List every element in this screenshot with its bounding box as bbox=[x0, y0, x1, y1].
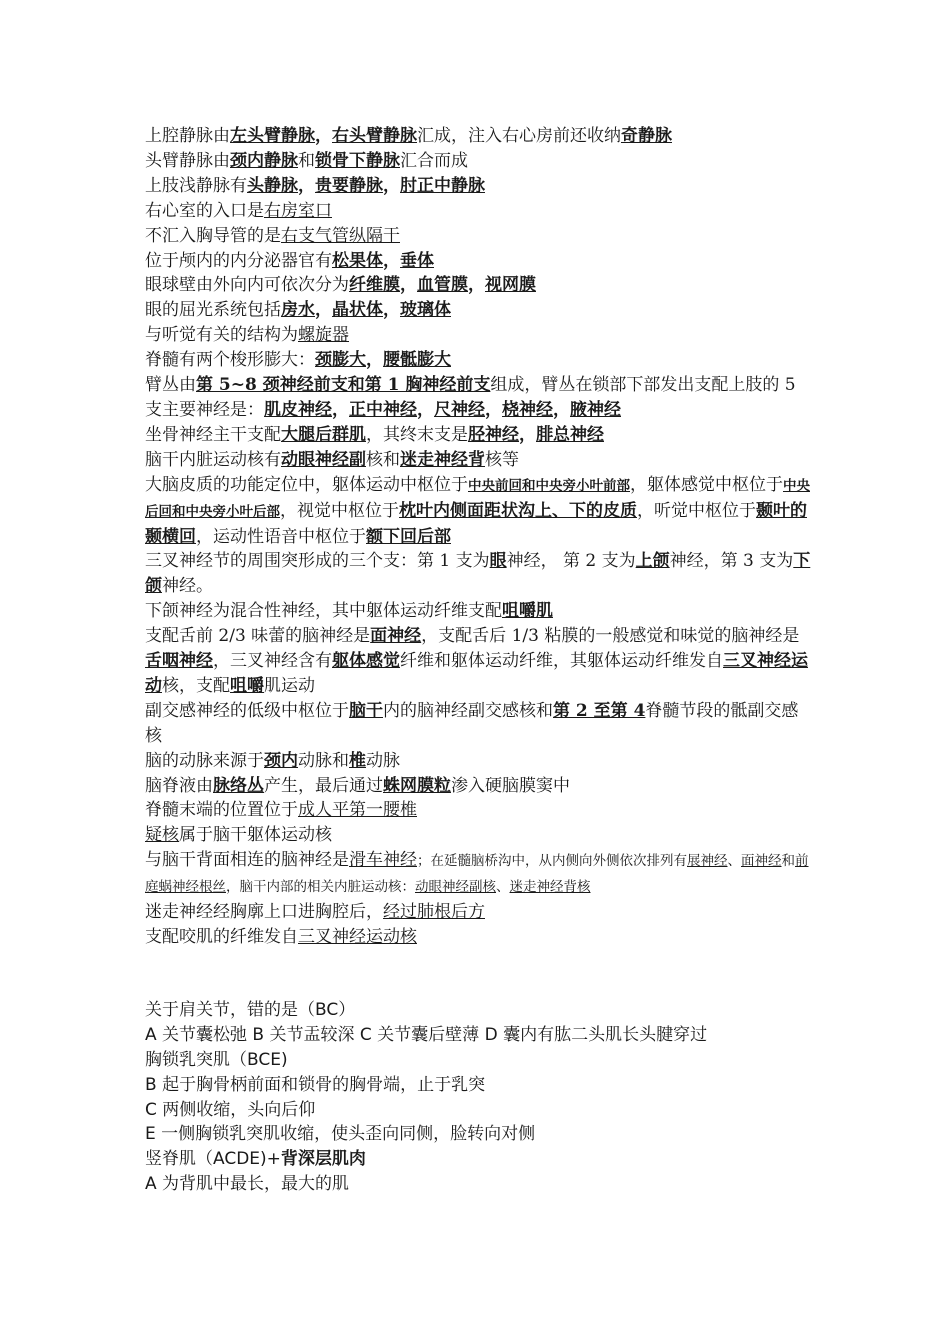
answer-term: 肘正中静脉 bbox=[400, 175, 485, 196]
text-run: ， bbox=[315, 300, 332, 321]
text-run: ， bbox=[417, 399, 434, 420]
note-line bbox=[145, 149, 815, 174]
question-line bbox=[145, 1147, 815, 1172]
text-run: 胸锁乳突肌（BCE) bbox=[145, 1049, 288, 1070]
text-run: ， bbox=[315, 126, 332, 146]
note-line bbox=[145, 473, 815, 550]
text-run: ， bbox=[332, 399, 349, 420]
note-line bbox=[145, 249, 815, 274]
text-run: 支配舌前 2/3 味蕾的脑神经是 bbox=[145, 626, 371, 647]
text-run: 、 bbox=[727, 853, 741, 870]
answer-term: 上颌 bbox=[635, 551, 670, 572]
text-run: 与听觉有关的结构为 bbox=[145, 325, 298, 346]
text-run: 肌运动 bbox=[264, 675, 315, 696]
answer-term: 右支气管纵隔干 bbox=[281, 225, 400, 246]
answer-term: 螺旋器 bbox=[298, 325, 349, 346]
text-run: 竖脊肌（ACDE)+ bbox=[145, 1149, 281, 1170]
text-run: ， bbox=[400, 275, 417, 296]
text-run: ， bbox=[468, 275, 485, 296]
text-run: 核和 bbox=[366, 449, 400, 470]
text-run: 神经， 第 2 支为 bbox=[506, 551, 636, 572]
answer-term: 头静脉 bbox=[247, 175, 298, 196]
note-line bbox=[145, 624, 815, 699]
note-line bbox=[145, 774, 815, 799]
note-line bbox=[145, 448, 815, 473]
answer-term: 房水 bbox=[281, 300, 315, 321]
text-run: ，支配舌后 1/3 粘膜的一般感觉和味觉的脑神经是 bbox=[421, 626, 800, 647]
text-run: 和 bbox=[781, 853, 795, 870]
note-line bbox=[145, 749, 815, 774]
answer-term: 动眼神经副核 bbox=[415, 879, 496, 896]
text-run: 汇成，注入右心房前还收纳 bbox=[417, 126, 621, 146]
text-run: 右心室的入口是 bbox=[145, 200, 264, 221]
text-run: ，脑干内部的相关内脏运动核： bbox=[226, 879, 415, 896]
note-line bbox=[145, 699, 815, 749]
answer-term: 尺神经 bbox=[434, 399, 485, 420]
question-line bbox=[145, 1172, 815, 1197]
text-run: 头臂静脉由 bbox=[145, 150, 230, 171]
text-run: 和 bbox=[298, 150, 315, 171]
text-run: ，听觉中枢位于 bbox=[637, 500, 756, 521]
text-run: 背深层肌肉 bbox=[280, 1149, 366, 1170]
text-run: 位于颅内的内分泌器官有 bbox=[145, 250, 332, 271]
text-run: 坐骨神经主干支配 bbox=[145, 424, 281, 445]
text-run: 脊髓有两个梭形膨大： bbox=[145, 350, 315, 371]
answer-term: 血管膜 bbox=[417, 275, 468, 296]
text-run: 与脑干背面相连的脑神经是 bbox=[145, 850, 349, 871]
text-run: 动脉和 bbox=[298, 750, 349, 771]
text-run: 支配咬肌的纤维发自 bbox=[145, 927, 298, 947]
answer-term: 视网膜 bbox=[485, 275, 536, 296]
note-line bbox=[145, 348, 815, 373]
text-run: 内的脑神经副交感核和 bbox=[383, 700, 553, 721]
text-run: 渗入硬脑膜窦中 bbox=[451, 775, 570, 796]
text-run: ，三叉神经含有 bbox=[213, 651, 332, 672]
answer-term: 面神经 bbox=[370, 626, 422, 647]
answer-term: 第 2 至第 4 bbox=[553, 700, 646, 721]
answer-term: 玻璃体 bbox=[400, 300, 451, 321]
answer-term: 滑车神经 bbox=[349, 850, 417, 871]
text-run: 产生，最后通过 bbox=[264, 775, 383, 796]
answer-term: 枕叶内侧面距状沟上、下的皮质 bbox=[399, 500, 637, 521]
answer-term: 颈膨大 bbox=[315, 350, 366, 371]
text-run: ，其终末支是 bbox=[366, 424, 468, 445]
answer-term: 正中神经 bbox=[349, 399, 417, 420]
answer-term: 前庭蜗神经根丝 bbox=[145, 853, 809, 896]
note-line bbox=[145, 423, 815, 448]
answer-term: 额下回后部 bbox=[366, 526, 451, 547]
answer-term: 椎 bbox=[349, 750, 366, 771]
text-run: 下颌神经为混合性神经，其中躯体运动纤维支配 bbox=[145, 601, 502, 622]
text-run: 核等 bbox=[485, 449, 519, 470]
question-line bbox=[145, 1023, 815, 1048]
document-body bbox=[145, 124, 815, 1197]
text-run: ， bbox=[298, 175, 315, 196]
text-run: C 两侧收缩，头向后仰 bbox=[145, 1099, 316, 1120]
note-line bbox=[145, 273, 815, 298]
answer-term: 颈内 bbox=[264, 750, 298, 771]
text-run: ， bbox=[383, 300, 400, 321]
answer-term: 颈内静脉 bbox=[230, 150, 298, 171]
answer-term: 动眼神经副 bbox=[281, 449, 366, 470]
answer-term: 锁骨下静脉 bbox=[315, 150, 400, 171]
text-run: 迷走神经经胸廓上口进胸腔后， bbox=[145, 902, 383, 923]
answer-term: 经过肺根后方 bbox=[383, 902, 485, 923]
answer-term: 咀嚼 bbox=[230, 675, 264, 696]
question-line bbox=[145, 1122, 815, 1147]
answer-term: 蛛网膜粒 bbox=[383, 775, 451, 796]
text-run: 、 bbox=[496, 879, 510, 896]
text-run: ， bbox=[485, 399, 502, 420]
notes-section bbox=[145, 124, 815, 950]
answer-term: 腓总神经 bbox=[536, 424, 604, 445]
note-line bbox=[145, 323, 815, 348]
text-run: 脊髓节段的骶副交感核 bbox=[145, 700, 799, 746]
text-run: 核，支配 bbox=[162, 675, 230, 696]
answer-term: 贵要静脉 bbox=[315, 175, 383, 196]
answer-term: 迷走神经背 bbox=[400, 449, 485, 470]
answer-term: 晶状体 bbox=[332, 300, 383, 321]
answer-term: 右房室口 bbox=[264, 200, 332, 221]
answer-term: 右头臂静脉 bbox=[332, 126, 417, 146]
text-run: 神经，第 3 支为 bbox=[669, 551, 794, 572]
text-run: ；在延髓脑桥沟中，从内侧向外侧依次排列有 bbox=[417, 853, 687, 870]
answer-term: 垂体 bbox=[400, 250, 434, 271]
text-run: ， bbox=[553, 399, 570, 420]
answer-term: 腋神经 bbox=[570, 399, 621, 420]
answer-term: 躯体感觉 bbox=[332, 651, 400, 672]
note-line bbox=[145, 599, 815, 624]
text-run: ， bbox=[519, 424, 536, 445]
answer-term: 面神经 bbox=[741, 853, 782, 870]
note-line bbox=[145, 925, 815, 950]
answer-term: 三叉神经运动核 bbox=[298, 927, 417, 947]
note-line bbox=[145, 224, 815, 249]
text-run: 不汇入胸导管的是 bbox=[145, 225, 281, 246]
answer-term: 左头臂静脉 bbox=[230, 126, 315, 146]
answer-term: 肌皮神经 bbox=[264, 399, 332, 420]
text-run: 三叉神经节的周围突形成的三个支：第 1 支为 bbox=[145, 551, 490, 572]
section-gap bbox=[145, 950, 815, 998]
text-run: 臂丛由 bbox=[145, 375, 196, 396]
text-run: 动脉 bbox=[366, 750, 400, 771]
text-run: ，运动性语音中枢位于 bbox=[196, 526, 366, 547]
note-line bbox=[145, 798, 815, 823]
note-line bbox=[145, 823, 815, 848]
answer-term: 腰骶膨大 bbox=[383, 350, 451, 371]
text-run: ，躯体感觉中枢位于 bbox=[630, 474, 783, 495]
text-run: ， bbox=[383, 250, 400, 271]
text-run: 上腔静脉由 bbox=[145, 126, 230, 146]
text-run: ， bbox=[383, 175, 400, 196]
text-run: 脑干内脏运动核有 bbox=[145, 449, 281, 470]
text-run: A 为背肌中最长，最大的肌 bbox=[145, 1174, 350, 1195]
answer-term: 舌咽神经 bbox=[145, 651, 213, 672]
note-line bbox=[145, 298, 815, 323]
note-line bbox=[145, 549, 815, 599]
text-run: ， bbox=[366, 350, 383, 371]
answer-term: 脉络丛 bbox=[213, 775, 264, 796]
answer-term: 第 5~8 颈神经前支和第 1 胸神经前支 bbox=[196, 375, 491, 396]
text-run: 脑脊液由 bbox=[145, 775, 213, 796]
text-run: 副交感神经的低级中枢位于 bbox=[145, 700, 349, 721]
questions-section bbox=[145, 998, 815, 1197]
answer-term: 脑干 bbox=[349, 700, 383, 721]
text-run: 大脑皮质的功能定位中，躯体运动中枢位于 bbox=[145, 474, 468, 495]
note-line bbox=[145, 373, 815, 423]
answer-term: 大腿后群肌 bbox=[281, 424, 366, 445]
answer-term: 疑核 bbox=[145, 825, 179, 846]
answer-term: 中央前回和中央旁小叶前部 bbox=[468, 477, 630, 494]
answer-term: 三叉神经运动 bbox=[145, 651, 808, 696]
answer-term: 迷走神经背核 bbox=[509, 879, 591, 896]
answer-term: 颞叶的颞横回 bbox=[145, 500, 807, 547]
text-run: 眼球壁由外向内可依次分为 bbox=[145, 275, 349, 296]
text-run: 关于肩关节，错的是（BC） bbox=[145, 999, 356, 1020]
answer-term: 桡神经 bbox=[502, 399, 553, 420]
text-run: B 起于胸骨柄前面和锁骨的胸骨端，止于乳突 bbox=[145, 1074, 486, 1095]
question-line bbox=[145, 1073, 815, 1098]
answer-term: 下颌 bbox=[145, 551, 811, 597]
answer-term: 中央后回和中央旁小叶后部 bbox=[145, 477, 810, 520]
text-run: 组成，臂丛在锁部下部发出支配上肢的 5 支主要神经是： bbox=[145, 375, 796, 420]
text-run: 脊髓末端的位置位于 bbox=[145, 800, 298, 821]
text-run: A 关节囊松弛 B 关节盂较深 C 关节囊后壁薄 D 囊内有肱二头肌长头腱穿过 bbox=[145, 1024, 708, 1045]
answer-term: 松果体 bbox=[332, 250, 383, 271]
text-run: 汇合而成 bbox=[400, 150, 468, 171]
answer-term: 展神经 bbox=[687, 853, 728, 870]
question-line bbox=[145, 998, 815, 1023]
note-line bbox=[145, 900, 815, 925]
answer-term: 奇静脉 bbox=[621, 126, 672, 146]
answer-term: 成人平第一腰椎 bbox=[298, 800, 417, 821]
note-line bbox=[145, 124, 815, 149]
note-line bbox=[145, 848, 815, 900]
question-line bbox=[145, 1098, 815, 1123]
answer-term: 纤维膜 bbox=[349, 275, 400, 296]
text-run: 纤维和躯体运动纤维，其躯体运动纤维发自 bbox=[400, 651, 723, 672]
text-run: 属于脑干躯体运动核 bbox=[179, 825, 332, 846]
note-line bbox=[145, 174, 815, 199]
text-run: 眼的屈光系统包括 bbox=[145, 300, 281, 321]
text-run: 上肢浅静脉有 bbox=[145, 175, 247, 196]
note-line bbox=[145, 199, 815, 224]
answer-term: 咀嚼肌 bbox=[502, 601, 553, 622]
answer-term: 眼 bbox=[489, 551, 507, 572]
answer-term: 胫神经 bbox=[468, 424, 519, 445]
text-run: E 一侧胸锁乳突肌收缩，使头歪向同侧，脸转向对侧 bbox=[145, 1124, 536, 1145]
question-line bbox=[145, 1048, 815, 1073]
text-run: 神经。 bbox=[162, 576, 213, 597]
text-run: 脑的动脉来源于 bbox=[145, 750, 264, 771]
text-run: ，视觉中枢位于 bbox=[280, 500, 399, 521]
